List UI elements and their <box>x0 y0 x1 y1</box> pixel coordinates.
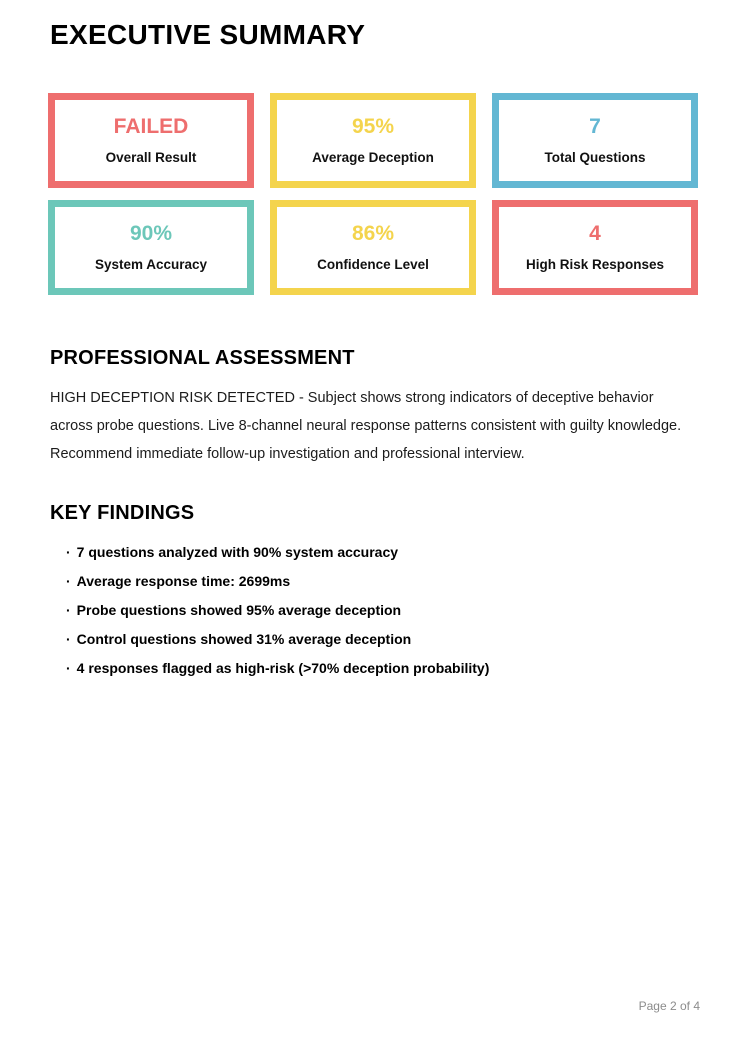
stat-card <box>492 93 698 188</box>
stat-card <box>270 93 476 188</box>
section-heading-key-findings: KEY FINDINGS <box>50 502 195 524</box>
stat-value: 95% <box>351 115 395 138</box>
bullet-marker: · <box>66 602 71 618</box>
key-finding-item <box>66 625 695 654</box>
stat-label: System Accuracy <box>94 257 208 272</box>
bullet-marker: · <box>66 573 71 589</box>
key-finding-text: Probe questions showed 95% average deception <box>76 602 402 618</box>
bullet-marker: · <box>66 660 71 676</box>
key-finding-text: Average response time: 2699ms <box>76 573 291 589</box>
stat-value: 90% <box>129 222 173 245</box>
key-finding-item <box>66 538 695 567</box>
key-finding-item <box>66 596 695 625</box>
stat-value: 86% <box>351 222 395 245</box>
bullet-marker: · <box>66 631 71 647</box>
page-title: EXECUTIVE SUMMARY <box>50 19 366 50</box>
stat-label: Total Questions <box>544 150 646 165</box>
stat-label: Average Deception <box>312 150 434 165</box>
stat-value: 4 <box>589 222 601 245</box>
stat-label: Confidence Level <box>317 257 429 272</box>
key-finding-text: 7 questions analyzed with 90% system accuracy <box>76 544 399 560</box>
stat-card <box>270 200 476 295</box>
summary-stats-grid <box>48 93 698 295</box>
stat-value: 7 <box>589 115 601 138</box>
stat-card <box>48 93 254 188</box>
key-findings-section <box>50 501 695 683</box>
key-finding-text: Control questions showed 31% average deception <box>76 631 412 647</box>
key-finding-item <box>66 567 695 596</box>
section-heading-professional-assessment: PROFESSIONAL ASSESSMENT <box>50 347 355 369</box>
professional-assessment-section <box>50 346 695 468</box>
stat-card <box>48 200 254 295</box>
stat-value: FAILED <box>113 115 189 138</box>
page-number: Page 2 of 4 <box>638 999 700 1013</box>
key-finding-item <box>66 654 695 683</box>
bullet-marker: · <box>66 544 71 560</box>
key-finding-text: 4 responses flagged as high-risk (>70% deception probability) <box>76 660 490 676</box>
stat-label: High Risk Responses <box>525 257 665 272</box>
key-findings-list <box>50 538 695 683</box>
stat-label: Overall Result <box>105 150 197 165</box>
assessment-text: HIGH DECEPTION RISK DETECTED - Subject shows strong indicators of deceptive behavior across probe questions. Live 8-channel neural response patterns consistent with guilty knowledge. Recommend immediate follow-up investigation and professional interview. <box>50 390 682 462</box>
stat-card <box>492 200 698 295</box>
